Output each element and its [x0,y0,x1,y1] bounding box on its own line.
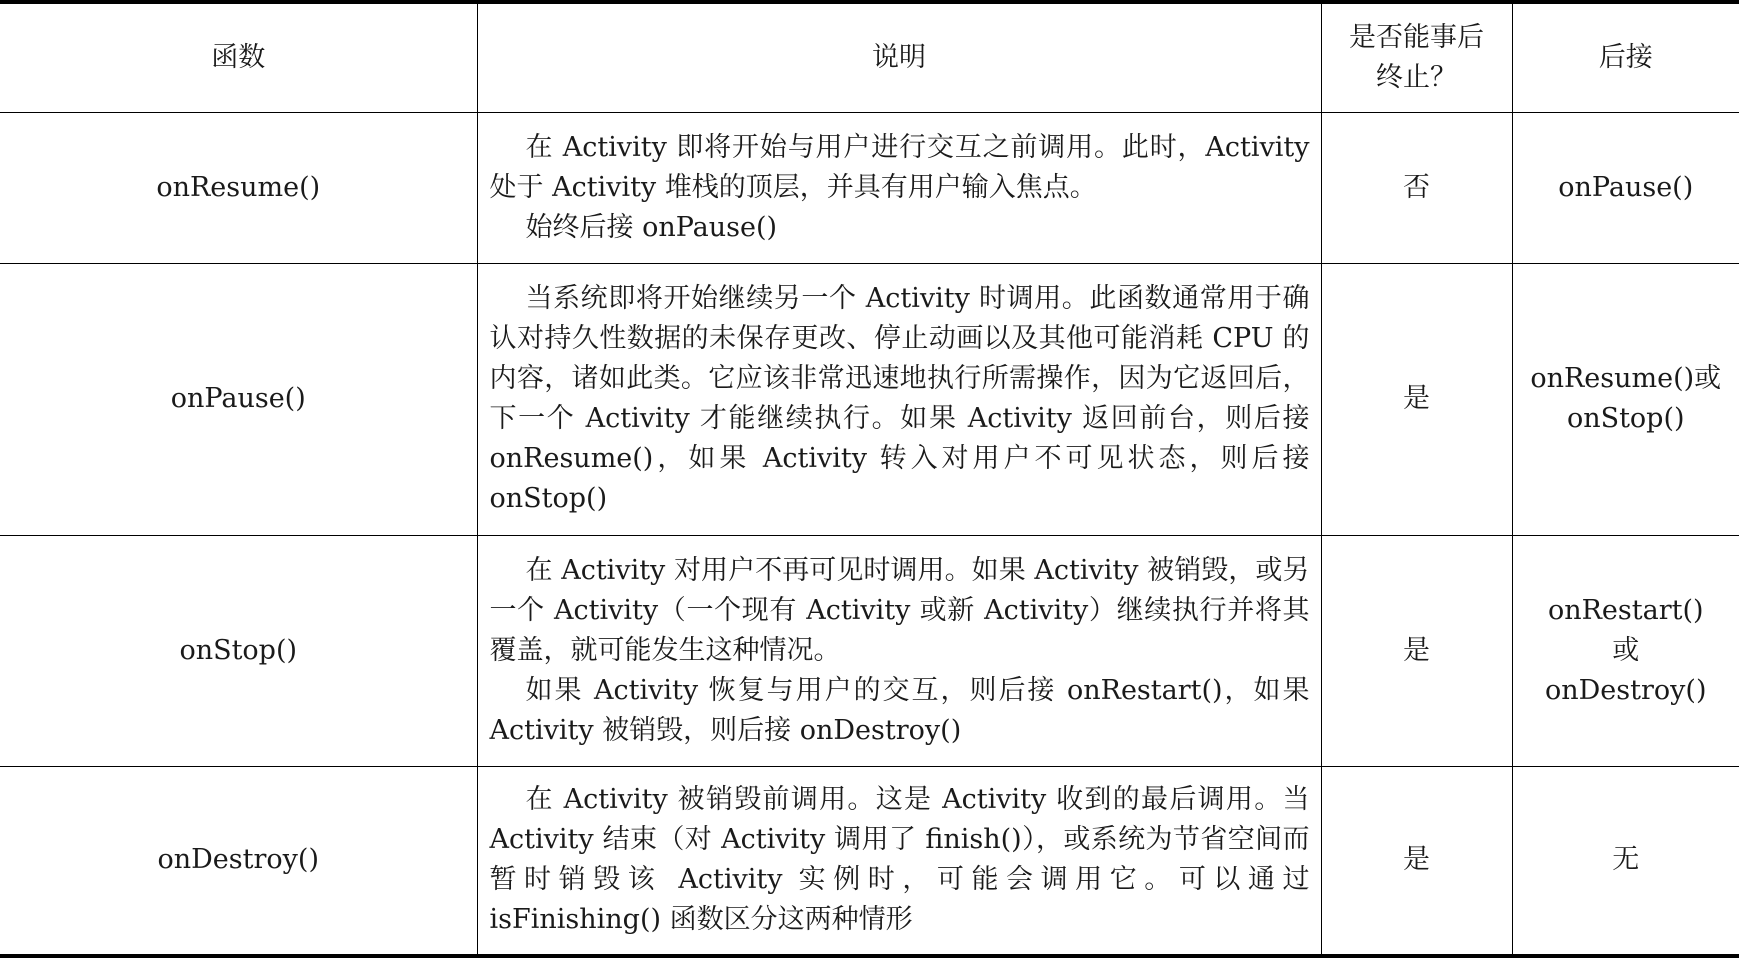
killable-cell: 是 [1321,263,1512,535]
description-paragraph: 在 Activity 即将开始与用户进行交互之前调用。此时，Activity 处于 Activity 堆栈的顶层，并具有用户输入焦点。 [489,131,1310,203]
next-cell [1512,263,1739,535]
header-description: 说明 [477,2,1321,112]
function-cell: onResume() [0,112,477,263]
header-function: 函数 [0,2,477,112]
header-killable [1321,2,1512,112]
table-header-row [0,2,1739,112]
function-cell: onDestroy() [0,766,477,956]
next-cell-text: onResume()或onStop() [1530,363,1722,434]
description-paragraph: 如果 Activity 恢复与用户的交互，则后接 onRestart()，如果 Activity 被销毁，则后接 onDestroy() [489,674,1310,746]
description-paragraph: 在 Activity 被销毁前调用。这是 Activity 收到的最后调用。当 Activity 结束（对 Activity 调用了 finish()），或系统为节省空间而暂时销毁该 Activity 实例时，可能会调用它。可以通过 isFinishing() 函数区分这两种情形 [489,784,1310,936]
description-paragraph: 在 Activity 对用户不再可见时调用。如果 Activity 被销毁，或另一个 Activity（一个现有 Activity 或新 Activity）继续执行并将其覆盖，就可能发生这种情况。 [489,554,1310,666]
description-cell [477,112,1321,263]
header-next: 后接 [1512,2,1739,112]
killable-cell: 否 [1321,112,1512,263]
description-cell [477,766,1321,956]
description-paragraph: 始终后接 onPause() [525,211,778,243]
description-paragraph: 当系统即将开始继续另一个 Activity 时调用。此函数通常用于确认对持久性数据的未保存更改、停止动画以及其他可能消耗 CPU 的内容，诸如此类。它应该非常迅速地执行所需操作，因为它返回后，下一个 Activity 才能继续执行。如果 Activity 返回前台，则后接 onResume()，如果 Activity 转入对用户不可见状态，则后接 onStop() [489,283,1310,514]
function-cell: onPause() [0,263,477,535]
table-row [0,535,1739,766]
function-cell: onStop() [0,535,477,766]
next-cell [1512,535,1739,766]
table-row [0,766,1739,956]
description-cell [477,535,1321,766]
killable-cell: 是 [1321,766,1512,956]
table-row [0,263,1739,535]
next-cell-text: onRestart()或onDestroy() [1545,594,1707,706]
description-cell [477,263,1321,535]
next-cell: onPause() [1512,112,1739,263]
killable-cell: 是 [1321,535,1512,766]
next-cell: 无 [1512,766,1739,956]
table-row [0,112,1739,263]
header-killable-text: 是否能事后终止？ [1349,21,1484,93]
